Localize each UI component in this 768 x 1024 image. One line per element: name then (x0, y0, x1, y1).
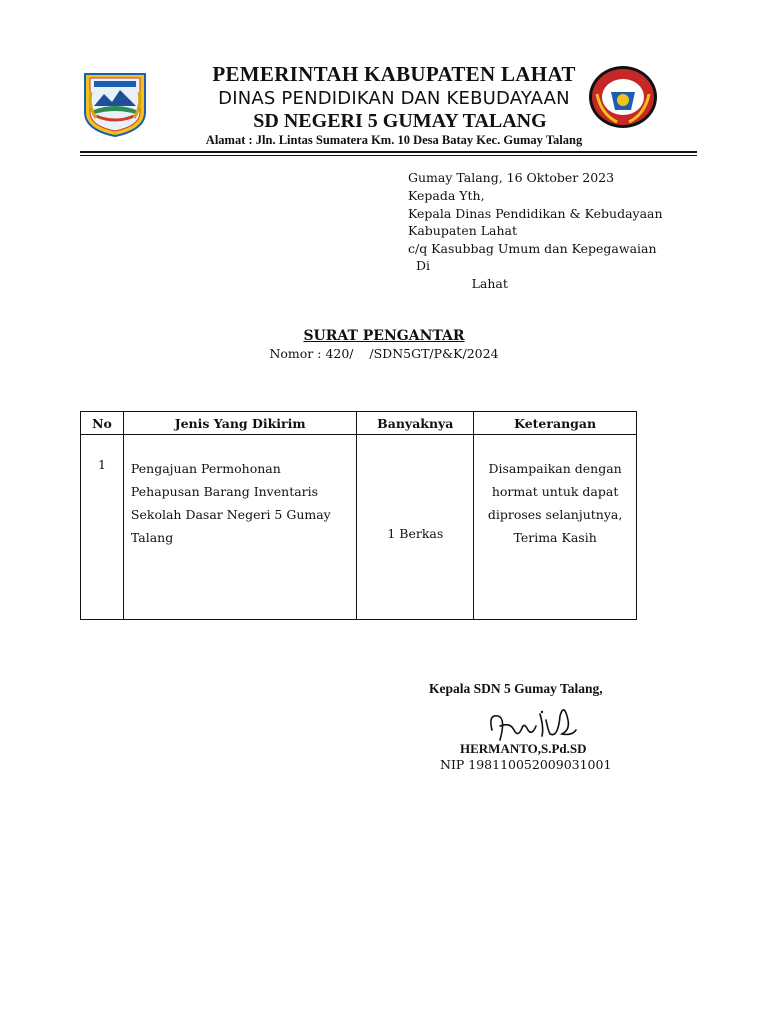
header-jenis: Jenis Yang Dikirim (123, 412, 356, 435)
letter-date: Gumay Talang, 16 Oktober 2023 (408, 170, 615, 185)
table-header-row (81, 412, 637, 435)
letterhead-rule-thick (80, 151, 697, 153)
letterhead-government: PEMERINTAH KABUPATEN LAHAT (212, 62, 576, 86)
cell-no: 1 (81, 435, 124, 620)
recipient-line-2: Kabupaten Lahat (408, 223, 518, 238)
document-title: SURAT PENGANTAR (303, 328, 465, 344)
letterhead-rule-thin (80, 155, 697, 156)
cell-banyaknya: 1 Berkas (357, 435, 474, 620)
header-no: No (81, 412, 124, 435)
cell-jenis: Pengajuan Permohonan Pehapusan Barang Inventaris Sekolah Dasar Negeri 5 Gumay Talang (123, 435, 356, 620)
signatory-title: Kepala SDN 5 Gumay Talang, (429, 681, 603, 696)
letterhead-school-name: SD NEGERI 5 GUMAY TALANG (253, 110, 547, 132)
recipient-place: Lahat (408, 276, 508, 291)
table-row (81, 435, 637, 620)
signatory-nip: NIP 198110052009031001 (440, 757, 612, 772)
items-table (80, 411, 637, 620)
recipient-cq: c/q Kasubbag Umum dan Kepegawaian (408, 241, 657, 256)
kepada-label: Kepada Yth, (408, 188, 485, 203)
header-banyaknya: Banyaknya (357, 412, 474, 435)
header-keterangan: Keterangan (474, 412, 637, 435)
signatory-name: HERMANTO,S.Pd.SD (460, 741, 587, 756)
letterhead-address: Alamat : Jln. Lintas Sumatera Km. 10 Desa Batay Kec. Gumay Talang (205, 133, 583, 147)
letterhead-department: DINAS PENDIDIKAN DAN KEBUDAYAAN (218, 88, 570, 109)
recipient-line-1: Kepala Dinas Pendidikan & Kebudayaan (408, 206, 663, 221)
document-number: Nomor : 420/ /SDN5GT/P&K/2024 (269, 346, 499, 361)
cell-keterangan: Disampaikan dengan hormat untuk dapat diproses selanjutnya, Terima Kasih (474, 435, 637, 620)
recipient-di: Di (408, 258, 430, 273)
